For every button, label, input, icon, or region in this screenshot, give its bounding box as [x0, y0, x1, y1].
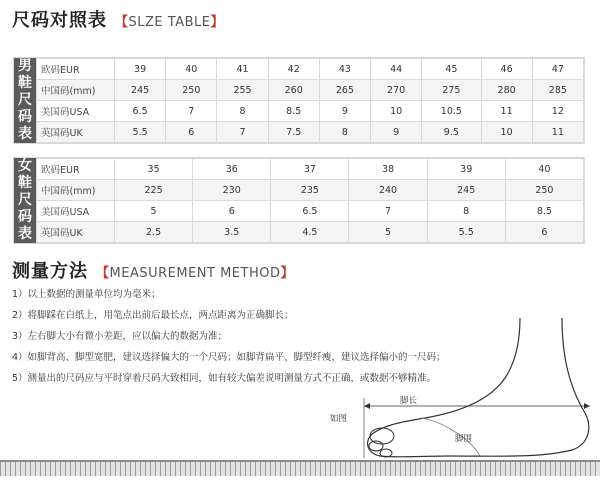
- table-row: [37, 122, 584, 143]
- foot-width-label: 如图: [330, 414, 348, 424]
- table-cell: 225: [115, 180, 193, 201]
- table-cell: 40: [505, 159, 583, 180]
- table-cell: 285: [532, 80, 583, 101]
- table-row: [37, 222, 584, 243]
- table-row: [37, 80, 584, 101]
- table-cell: 8.5: [268, 101, 319, 122]
- table-cell: 5.5: [115, 122, 166, 143]
- women-size-grid: [36, 158, 584, 243]
- row-header: 欧码EUR: [37, 159, 115, 180]
- table-cell: 36: [193, 159, 271, 180]
- measurement-step: 2）将脚踩在白纸上，用笔点出前后最长点，两点距离为正确脚长；: [12, 310, 294, 321]
- table-cell: 45: [422, 59, 481, 80]
- table-cell: 5.5: [427, 222, 505, 243]
- table-cell: 38: [349, 159, 427, 180]
- table-cell: 37: [271, 159, 349, 180]
- table-cell: 9: [371, 122, 422, 143]
- ruler-strip: [0, 462, 600, 476]
- table-cell: 2.5: [115, 222, 193, 243]
- table-cell: 10: [481, 122, 532, 143]
- row-header: 英国码UK: [37, 222, 115, 243]
- table-label-char: 尺: [18, 92, 32, 108]
- table-cell: 240: [349, 180, 427, 201]
- table-row: [37, 201, 584, 222]
- foot-diagram: [300, 318, 600, 468]
- table-cell: 10.5: [422, 101, 481, 122]
- measurement-title: 测量方法: [12, 261, 88, 282]
- table-cell: 245: [115, 80, 166, 101]
- table-row: [37, 159, 584, 180]
- row-header: 美国码USA: [37, 201, 115, 222]
- table-cell: 10: [371, 101, 422, 122]
- measurement-step: 4）如脚背高、脚型宽肥，建议选择偏大的一个尺码；如脚背扁平、脚型纤瘦，建议选择偏小的一尺码；: [12, 352, 446, 363]
- women-table-label: [14, 158, 36, 243]
- table-cell: 5: [115, 201, 193, 222]
- table-label-char: 鞋: [18, 175, 32, 191]
- table-label-char: 表: [18, 126, 32, 142]
- table-cell: 35: [115, 159, 193, 180]
- table-cell: 230: [193, 180, 271, 201]
- measurement-step: 1）以上数据的测量单位均为毫米；: [12, 289, 161, 300]
- women-size-table: [13, 157, 585, 244]
- table-cell: 12: [532, 101, 583, 122]
- measurement-heading: [12, 257, 294, 283]
- table-cell: 40: [166, 59, 217, 80]
- table-cell: 7: [217, 122, 268, 143]
- table-cell: 7.5: [268, 122, 319, 143]
- table-cell: 39: [115, 59, 166, 80]
- table-label-char: 鞋: [18, 75, 32, 91]
- table-row: [37, 101, 584, 122]
- table-cell: 3.5: [193, 222, 271, 243]
- table-cell: 8: [427, 201, 505, 222]
- table-cell: 8: [319, 122, 370, 143]
- foot-length-label: 脚长: [400, 396, 418, 406]
- table-cell: 265: [319, 80, 370, 101]
- measurement-step: 3）左右脚大小有微小差距，应以偏大的数据为准；: [12, 331, 228, 342]
- table-cell: 47: [532, 59, 583, 80]
- table-cell: 11: [532, 122, 583, 143]
- table-cell: 4.5: [271, 222, 349, 243]
- table-cell: 6: [193, 201, 271, 222]
- table-label-char: 男: [18, 58, 32, 74]
- table-cell: 250: [166, 80, 217, 101]
- table-cell: 245: [427, 180, 505, 201]
- table-cell: 7: [349, 201, 427, 222]
- table-cell: 42: [268, 59, 319, 80]
- table-label-char: 码: [18, 209, 32, 225]
- table-cell: 11: [481, 101, 532, 122]
- table-label-char: 女: [18, 158, 32, 174]
- table-cell: 235: [271, 180, 349, 201]
- row-header: 英国码UK: [37, 122, 115, 143]
- table-row: [37, 59, 584, 80]
- table-cell: 6: [166, 122, 217, 143]
- table-cell: 275: [422, 80, 481, 101]
- table-label-char: 尺: [18, 192, 32, 208]
- size-chart-heading: [12, 6, 224, 32]
- row-header: 美国码USA: [37, 101, 115, 122]
- table-label-char: 码: [18, 109, 32, 125]
- table-cell: 6: [505, 222, 583, 243]
- table-cell: 39: [427, 159, 505, 180]
- table-row: [37, 180, 584, 201]
- table-cell: 6.5: [271, 201, 349, 222]
- size-chart-title: 尺码对照表: [12, 10, 107, 31]
- table-cell: 7: [166, 101, 217, 122]
- table-cell: 8: [217, 101, 268, 122]
- table-cell: 43: [319, 59, 370, 80]
- table-cell: 9: [319, 101, 370, 122]
- arrow-left-icon: [364, 403, 370, 409]
- foot-girth-label: 脚围: [455, 434, 473, 444]
- row-header: 欧码EUR: [37, 59, 115, 80]
- row-header: 中国码(mm): [37, 180, 115, 201]
- measurement-subtitle: 【MEASUREMENT METHOD】: [96, 266, 294, 281]
- table-cell: 9.5: [422, 122, 481, 143]
- table-cell: 8.5: [505, 201, 583, 222]
- table-cell: 250: [505, 180, 583, 201]
- table-cell: 280: [481, 80, 532, 101]
- table-cell: 5: [349, 222, 427, 243]
- size-chart-subtitle: 【SLZE TABLE】: [115, 15, 224, 30]
- row-header: 中国码(mm): [37, 80, 115, 101]
- table-cell: 6.5: [115, 101, 166, 122]
- measurement-step: 5）测量出的尺码应与平时穿着尺码大致相同，如有较大偏差说明测量方式不正确，或数据不够精准。: [12, 373, 437, 384]
- arrow-right-icon: [584, 403, 590, 409]
- men-size-grid: [36, 58, 584, 143]
- men-size-table: [13, 57, 585, 144]
- table-cell: 260: [268, 80, 319, 101]
- table-cell: 270: [371, 80, 422, 101]
- toe-icon: [380, 449, 392, 457]
- men-table-label: [14, 58, 36, 143]
- foot-outline-icon: [368, 318, 589, 457]
- table-cell: 41: [217, 59, 268, 80]
- table-label-char: 表: [18, 226, 32, 242]
- table-cell: 46: [481, 59, 532, 80]
- table-cell: 255: [217, 80, 268, 101]
- table-cell: 44: [371, 59, 422, 80]
